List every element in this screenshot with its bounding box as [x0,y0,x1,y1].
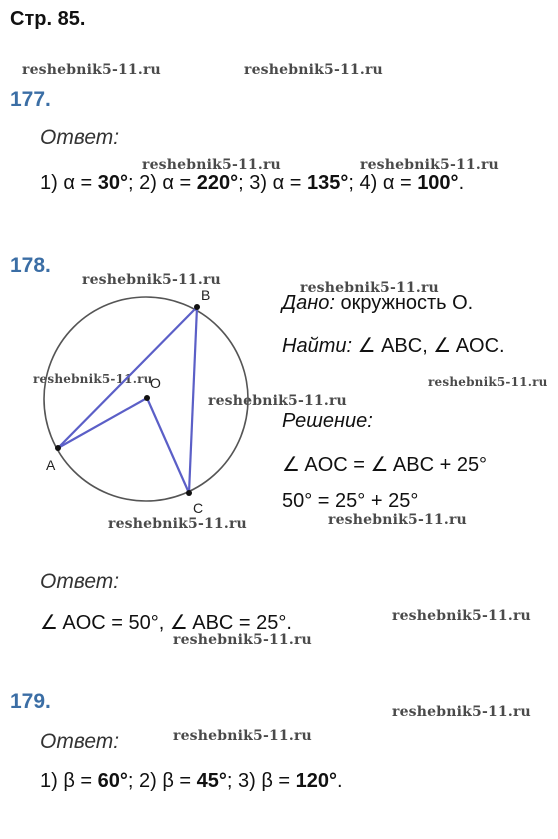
answer-label-178: Ответ: [40,570,120,593]
segment-oc [147,398,189,493]
answer-prefix: 2) α = [139,172,197,194]
answer-line-177 [40,172,464,195]
figure-lines [58,307,197,493]
watermark: reshebnik5-11.ru [392,608,531,624]
answer-prefix: 2) β = [139,770,197,792]
solution-label [282,410,373,433]
point-a [55,445,61,451]
watermark: reshebnik5-11.ru [108,516,247,532]
solution-label-text: Решение: [282,410,373,432]
answer-separator: ; [238,172,250,194]
find-text: ∠ ABC, ∠ AOC. [352,335,505,357]
watermark: reshebnik5-11.ru [428,375,548,389]
answer-prefix: 3) α = [249,172,307,194]
answer-value: 30° [97,172,128,194]
answer-prefix: 1) β = [40,770,98,792]
answer-separator: ; [127,770,140,792]
watermark: reshebnik5-11.ru [22,62,161,78]
answer-label-179: Ответ: [40,730,120,753]
task-number-179: 179. [10,690,51,713]
answer-prefix: 4) α = [359,172,418,194]
task-number-177: 177. [10,88,51,111]
answer-separator: ; [226,770,239,792]
answer-prefix: 1) α = [40,172,98,194]
find-line [282,333,505,358]
segment-ao [58,398,147,448]
watermark: reshebnik5-11.ru [208,393,347,409]
circle-figure [30,280,270,520]
answer-separator: ; [348,172,360,194]
watermark: reshebnik5-11.ru [142,157,281,173]
given-line [282,292,473,315]
label-b: B [201,287,211,303]
answer-value: 220° [196,172,239,194]
watermark: reshebnik5-11.ru [33,372,153,386]
segment-bc [189,307,197,493]
task-number-178: 178. [10,254,51,277]
answer-line-178: ∠ AOC = 50°, ∠ ABC = 25°. [40,612,292,634]
answer-label-177: Ответ: [40,126,120,149]
label-a: A [46,457,56,473]
answer-separator: . [337,770,343,792]
answer-separator: ; [127,172,140,194]
equation-2: 50° = 25° + 25° [282,490,419,512]
watermark: reshebnik5-11.ru [392,704,531,720]
answer-separator: . [458,172,465,194]
watermark: reshebnik5-11.ru [82,272,221,288]
equation-1: ∠ AOC = ∠ ABC + 25° [282,454,488,476]
watermark: reshebnik5-11.ru [328,512,467,528]
answer-value: 60° [97,770,128,792]
answer-prefix: 3) β = [238,770,296,792]
page-title: Стр. 85. [10,8,86,30]
watermark: reshebnik5-11.ru [300,280,439,296]
answer-value: 135° [306,172,349,194]
watermark: reshebnik5-11.ru [173,632,312,648]
watermark: reshebnik5-11.ru [244,62,383,78]
point-c [186,490,192,496]
given-text: окружность O. [334,292,474,314]
label-c: C [193,500,204,516]
answer-value: 45° [196,770,227,792]
watermark: reshebnik5-11.ru [173,728,312,744]
given-label: Дано: [282,292,335,314]
point-b [194,304,200,310]
answer-value: 100° [417,172,459,194]
find-label: Найти: [282,335,353,357]
segment-ab [58,307,197,448]
answer-value: 120° [295,770,338,792]
watermark: reshebnik5-11.ru [360,157,499,173]
point-o [144,395,150,401]
label-o: O [150,375,161,391]
answer-line-179 [40,770,343,793]
